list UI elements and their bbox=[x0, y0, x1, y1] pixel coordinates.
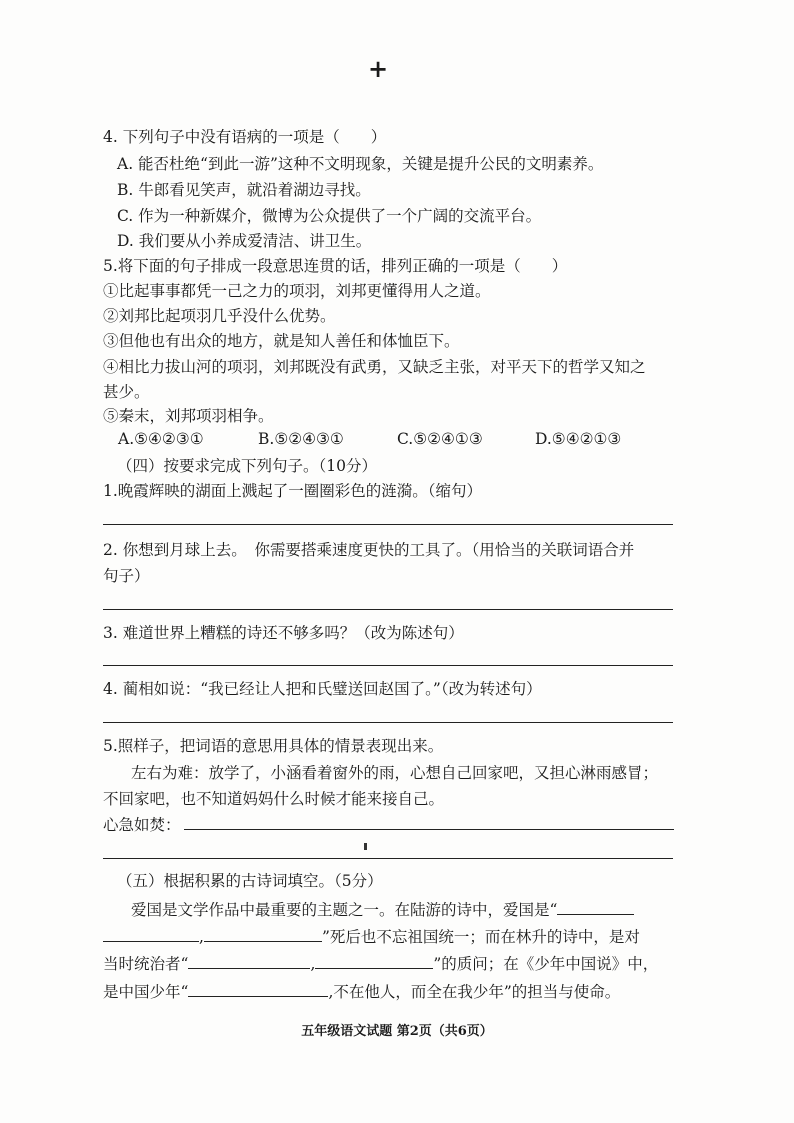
q5-choice-a: A.⑤④②③① bbox=[118, 430, 204, 448]
q5-item-4-cont: 甚少。 bbox=[103, 383, 150, 401]
poem-blank-6[interactable] bbox=[188, 980, 328, 997]
s4-q4-answer-line[interactable] bbox=[103, 722, 673, 723]
q4-stem: 4. 下列句子中没有语病的一项是（ ） bbox=[103, 128, 387, 146]
s4-q2-cont: 句子） bbox=[103, 567, 150, 585]
s4-q5-prompt: 心急如焚： bbox=[103, 816, 181, 834]
q4-option-a: A. 能否杜绝“到此一游”这种不文明现象，关键是提升公民的文明素养。 bbox=[117, 155, 604, 173]
s4-q3: 3. 难道世界上糟糕的诗还不够多吗？（改为陈述句） bbox=[103, 624, 464, 642]
s5-para-line-4 bbox=[103, 980, 620, 1002]
q5-choice-b: B.⑤②④③① bbox=[258, 430, 344, 448]
page-footer: 五年级语文试题 第2页（共6页） bbox=[301, 1024, 493, 1039]
q5-choice-c: C.⑤②④①③ bbox=[397, 430, 483, 448]
s4-q2: 2. 你想到月球上去。 你需要搭乘速度更快的工具了。（用恰当的关联词语合并 bbox=[103, 541, 635, 559]
poem-blank-3[interactable] bbox=[204, 925, 322, 942]
poem-blank-5[interactable] bbox=[315, 952, 433, 969]
s4-q5-example: 左右为难：放学了，小涵看着窗外的雨，心想自己回家吧，又担心淋雨感冒； bbox=[131, 764, 659, 782]
q5-item-4: ④相比力拔山河的项羽，刘邦既没有武勇，又缺乏主张，对平天下的哲学又知之 bbox=[103, 358, 646, 376]
q4-option-c: C. 作为一种新媒介，微博为公众提供了一个广阔的交流平台。 bbox=[117, 207, 542, 225]
q5-item-2: ②刘邦比起项羽几乎没什么优势。 bbox=[103, 307, 336, 325]
s5-comma-2: , bbox=[310, 955, 316, 973]
q5-item-3: ③但他也有出众的地方，就是知人善任和体恤臣下。 bbox=[103, 332, 460, 350]
s4-q5-answer-line-1[interactable] bbox=[184, 829, 674, 830]
q5-item-5: ⑤秦末，刘邦项羽相争。 bbox=[103, 407, 274, 425]
q5-choice-d: D.⑤④②①③ bbox=[535, 430, 622, 448]
s4-q5-example-cont: 不回家吧，也不知道妈妈什么时候才能来接自己。 bbox=[103, 790, 445, 808]
s5-para-line-2 bbox=[103, 925, 640, 947]
poem-blank-1[interactable] bbox=[557, 898, 634, 915]
s5-text-1: 爱国是文学作品中最重要的主题之一。在陆游的诗中，爱国是“ bbox=[131, 901, 558, 919]
section5-title: （五）根据积累的古诗词填空。（5分） bbox=[117, 872, 383, 890]
s5-text-4: ”的质问；在《少年中国说》中， bbox=[433, 955, 659, 973]
ink-dot bbox=[364, 843, 367, 850]
q5-stem: 5.将下面的句子排成一段意思连贯的话，排列正确的一项是（ ） bbox=[103, 257, 568, 275]
s4-q5-answer-line-2[interactable] bbox=[103, 858, 673, 859]
s5-para-line-3 bbox=[103, 952, 658, 974]
s4-q4: 4. 蔺相如说：“我已经让人把和氏璧送回赵国了。”（改为转述句） bbox=[103, 680, 542, 698]
s4-q3-answer-line[interactable] bbox=[103, 665, 673, 666]
s4-q1-answer-line[interactable] bbox=[103, 524, 673, 525]
s5-text-2: ”死后也不忘祖国统一；而在林升的诗中，是对 bbox=[321, 928, 640, 946]
s5-text-6: ,不在他人，而全在我少年”的担当与使命。 bbox=[328, 983, 621, 1001]
q4-option-b: B. 牛郎看见笑声，就沿着湖边寻找。 bbox=[117, 181, 371, 199]
section4-title: （四）按要求完成下列句子。（10分） bbox=[117, 457, 377, 475]
q5-item-1: ①比起事事都凭一己之力的项羽，刘邦更懂得用人之道。 bbox=[103, 282, 491, 300]
s5-para-line-1 bbox=[131, 898, 634, 920]
s4-q2-answer-line[interactable] bbox=[103, 609, 673, 610]
s5-comma-1: , bbox=[199, 928, 204, 946]
plus-mark: + bbox=[368, 54, 389, 83]
s4-q1: 1.晚霞辉映的湖面上溅起了一圈圈彩色的涟漪。（缩句） bbox=[103, 482, 483, 500]
q4-option-d: D. 我们要从小养成爱清洁、讲卫生。 bbox=[117, 232, 372, 250]
poem-blank-2[interactable] bbox=[103, 925, 199, 942]
s5-text-3: 当时统治者“ bbox=[103, 955, 189, 973]
s5-text-5: 是中国少年“ bbox=[103, 983, 189, 1001]
poem-blank-4[interactable] bbox=[188, 952, 310, 969]
s4-q5: 5.照样子，把词语的意思用具体的情景表现出来。 bbox=[103, 737, 444, 755]
